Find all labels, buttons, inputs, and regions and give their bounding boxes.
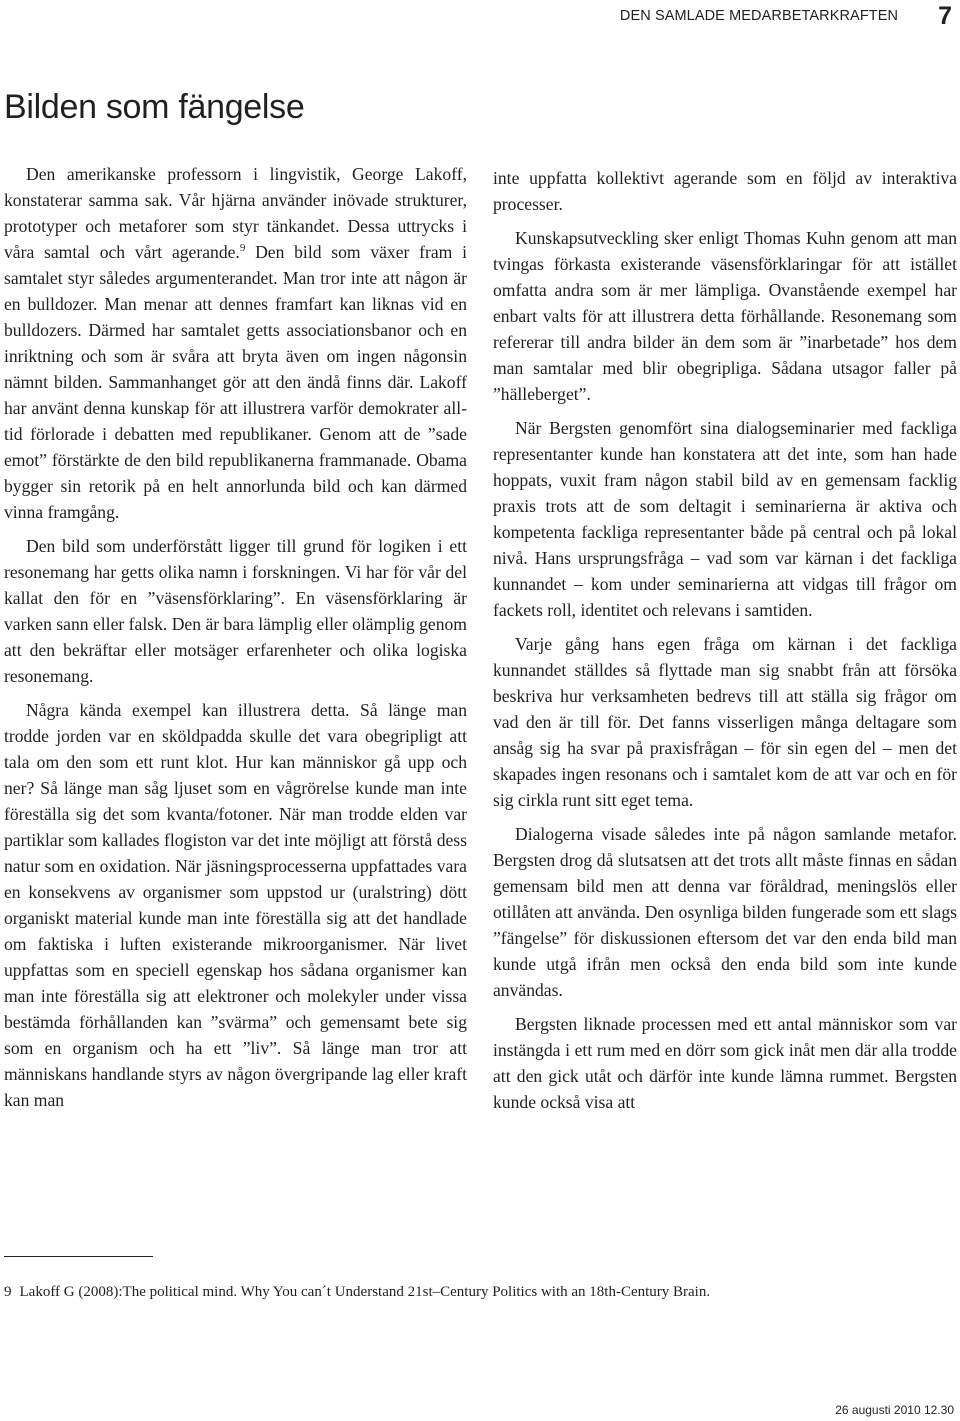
section-title: Bilden som fängelse xyxy=(4,88,305,126)
paragraph-text: Den amerikanske professorn i lingvistik, George Lakoff, konstaterar samma sak. Vår hjärna använder inövade strukturer, prototyper och metaforer som styr tänkandet. Dessa uttrycks i våra samtal och vårt agerande. xyxy=(4,164,467,262)
left-column xyxy=(4,161,467,1121)
paragraph: Bergsten liknade processen med ett antal människor som var instängda i ett rum med en dörr som gick inåt men där alla trodde att den gick utåt och därför inte kunde lämna rummet. Bergsten kunde också visa att xyxy=(493,1014,957,1112)
footnote-text: Lakoff G (2008):The political mind. Why You can´t Understand 21st–Century Politics with an 18th-Century Brain. xyxy=(19,1284,711,1300)
paragraph-text: Den bild som växer fram i samtalet styr således argumenterandet. Man tror inte att någon är en bulldozer. Man menar att dennes framfart kan liknas vid en bulldozers. Därmed har samtalet getts associationsbanor och en inriktning och som är svåra att bryta även om ingen någonsin nämnt bilden. Sammanhanget gör att den ändå finns där. Lakoff har använt denna kunskap för att illustrera varför demokrater alltid förlorade i debatten med republikaner. Genom att de ”sade emot” förstärkte de den bild republikanerna frammanade. Obama bygger sin retorik på en helt annorlunda bild och kan därmed vinna framgång. xyxy=(4,242,467,522)
paragraph xyxy=(4,161,467,525)
paragraph: Kunskapsutveckling sker enligt Thomas Kuhn genom att man tvingas förkasta existerande väsensförklaringar för att istället omfatta andra som är mer lämpliga. Ovanstående exempel har enbart valts för att illustrera detta förhållande. Resonemang som refererar till andra bilder än dem som är ”inarbetade” hos dem man samtalar med blir obegripliga. Sådana utsagor faller på ”hälleberget”. xyxy=(493,228,957,404)
footnote xyxy=(4,1282,944,1302)
paragraph: Den bild som underförstått ligger till grund för logiken i ett resonemang har getts olika namn i forskningen. Vi har för vår del kallat den för en ”väsensförklaring”. En väsensförklaring är varken sann eller falsk. Den är bara lämplig eller olämplig genom att den bekräftar eller motsäger erfarenheter och olika logiska resonemang. xyxy=(4,536,467,686)
paragraph: Varje gång hans egen fråga om kärnan i det fackliga kunnandet ställdes så flyttade man sig snabbt från att försöka beskriva hur verksamheten bedrevs till att ställa sig frågor om vad den är till för. Det fanns visserligen många deltagare som ansåg sig ha svar på praxisfrågan – för sin egen del – men det skapades ingen resonans och i samtalet kom de att var och en för sig cirkla runt sitt eget tema. xyxy=(493,634,957,810)
paragraph: När Bergsten genomfört sina dialogseminarier med fackliga representanter kunde han konstatera att det inte, som han hade hoppats, vuxit fram någon stabil bild av en gemensam facklig praxis trots att de som deltagit i seminarierna är aktiva och kompetenta fackliga representanter både på central och på lokal nivå. Hans ursprungsfråga – vad som var kärnan i det fackliga kunnandet – kom under seminarierna att vidgas till frågor om fackets roll, identitet och relevans i samtiden. xyxy=(493,418,957,620)
right-column xyxy=(493,165,957,1123)
paragraph: inte uppfatta kollektivt agerande som en följd av interaktiva processer. xyxy=(493,168,957,214)
paragraph: Några kända exempel kan illustrera detta. Så länge man trodde jorden var en sköldpadda skulle det vara obegripligt att tala om den som ett runt klot. Hur kan människor gå upp och ner? Så länge man såg ljuset som en vågrörelse kunde man inte föreställa sig det som kvanta/fotoner. När man trodde elden var partiklar som kallades flogiston var det inte möjligt att förstå dess natur som en oxidation. När jäsningsprocesserna uppfattades vara en konsekvens av organismer som uppstod ur (uralstring) dött organiskt material kunde man inte föreställa sig att det handlade om faktiska i luften existerande mikroorganismer. När livet uppfattas som en speciell egenskap hos sådana organismer kan man inte föreställa sig att elektroner och molekyler under vissa bestämda förhållanden kan ”svärma” och gemensamt bete sig som en organism och ha ett ”liv”. Så länge man tror att människans handlande styrs av någon övergripande lag eller kraft kan man xyxy=(4,700,467,1110)
print-timestamp: 26 augusti 2010 12.30 xyxy=(835,1403,954,1417)
page-number: 7 xyxy=(938,1,952,30)
footnote-reference: 9 xyxy=(239,242,246,255)
footnote-divider xyxy=(4,1256,153,1257)
running-header xyxy=(619,1,952,30)
running-title: DEN SAMLADE MEDARBETARKRAFTEN xyxy=(619,8,899,24)
paragraph: Dialogerna visade således inte på någon samlande metafor. Bergsten drog då slutsatsen att det trots allt måste finnas en sådan gemensam bild men att denna var föråldrad, meningslös eller otillåten att använda. Den osynliga bilden fungerade som ett slags ”fängelse” för diskussionen eftersom det var den enda bild man kunde utgå ifrån men också den enda bild som inte kunde användas. xyxy=(493,824,957,1000)
footnote-number: 9 xyxy=(4,1284,12,1300)
